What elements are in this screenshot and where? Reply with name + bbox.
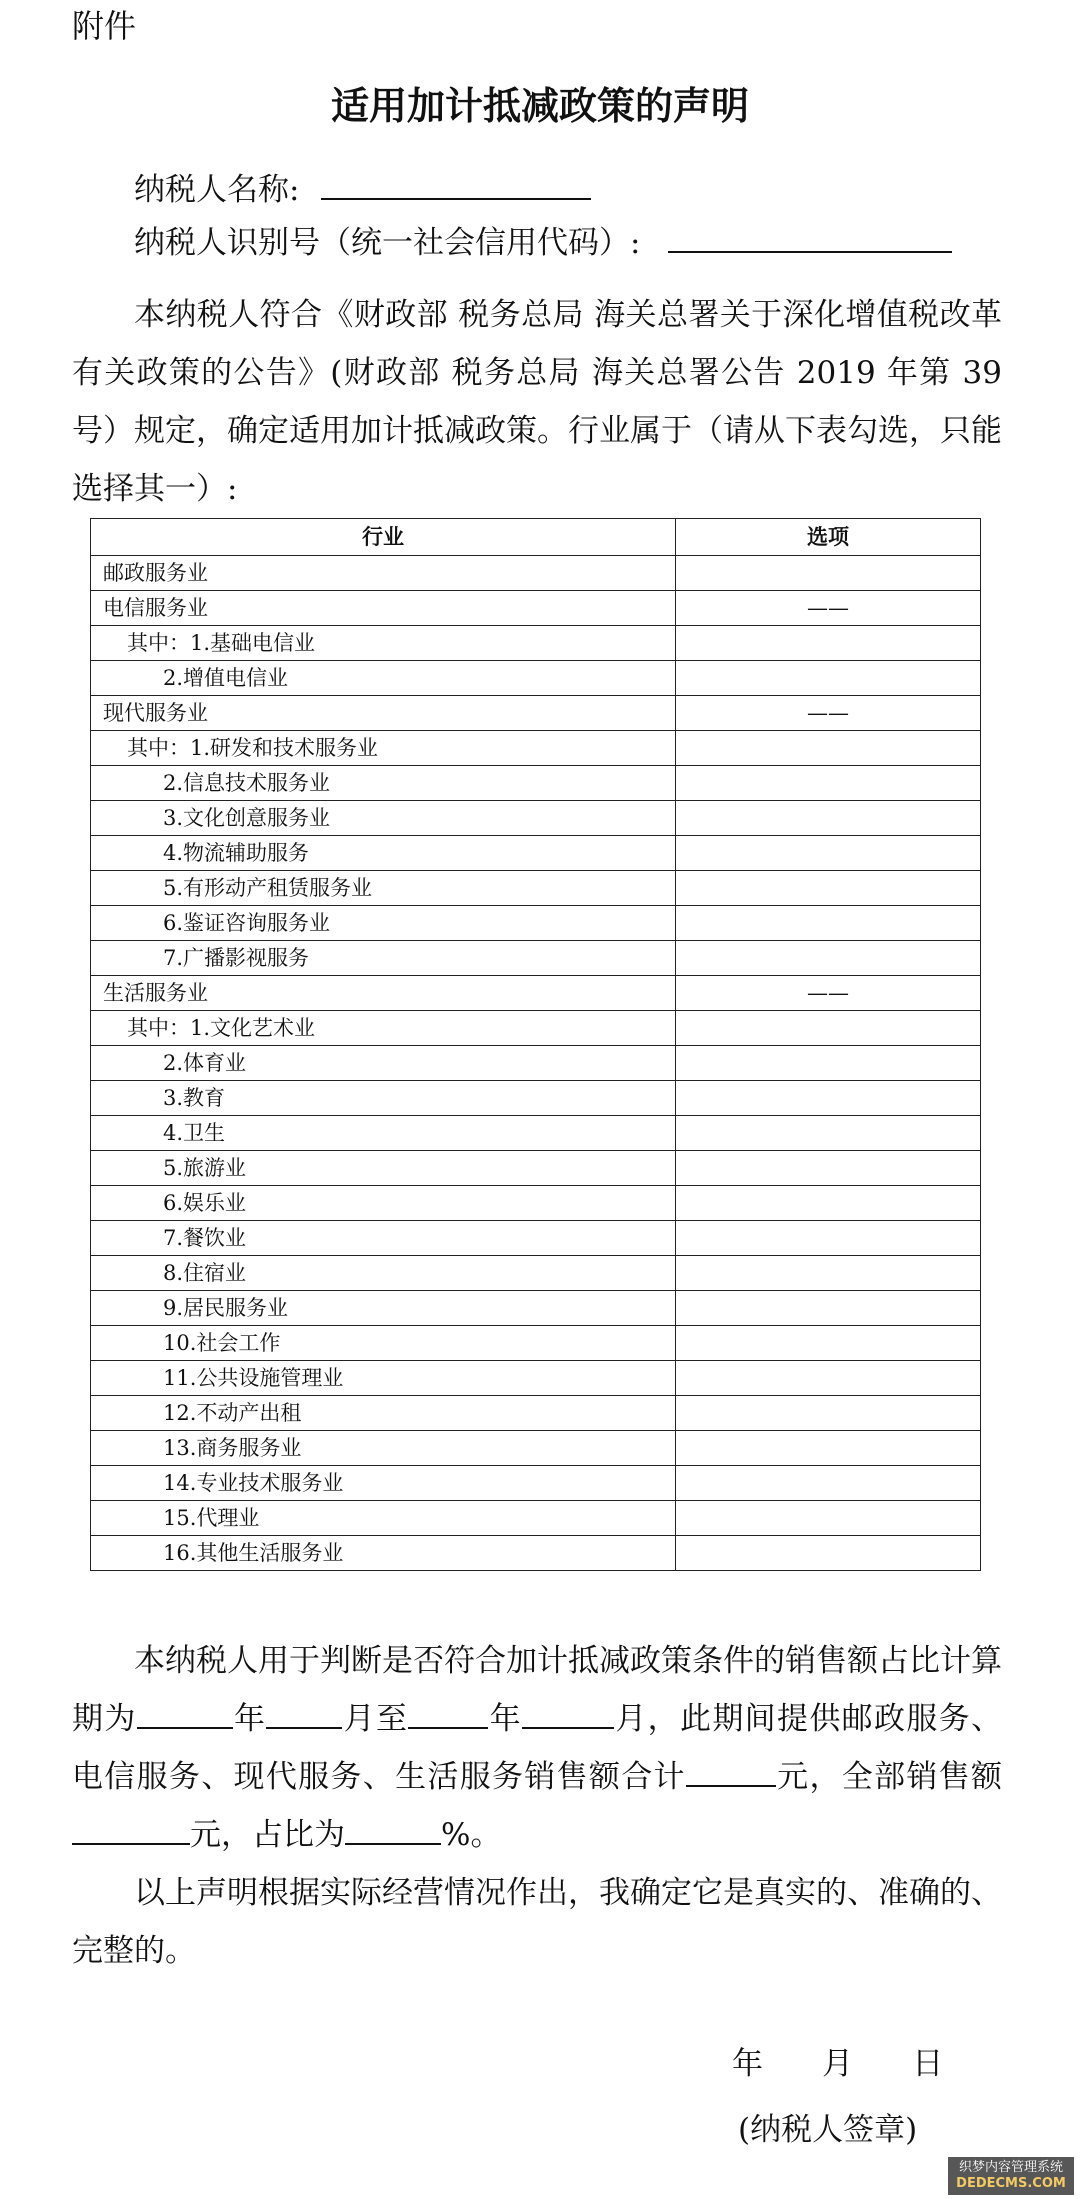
option-cell[interactable] bbox=[676, 1291, 981, 1326]
taxpayer-name-label: 纳税人名称: bbox=[134, 172, 300, 208]
industry-cell: 邮政服务业 bbox=[91, 556, 676, 591]
option-cell[interactable] bbox=[676, 1151, 981, 1186]
option-cell[interactable] bbox=[676, 1256, 981, 1291]
option-cell[interactable] bbox=[676, 1116, 981, 1151]
table-row bbox=[91, 1221, 981, 1256]
calc-year-2: 年 bbox=[488, 1701, 523, 1737]
industry-cell: 3.文化创意服务业 bbox=[91, 801, 676, 836]
industry-cell: 11.公共设施管理业 bbox=[91, 1361, 676, 1396]
table-row bbox=[91, 556, 981, 591]
industry-cell: 7.餐饮业 bbox=[91, 1221, 676, 1256]
calc-yuan-1: 元，全部销售额 bbox=[775, 1759, 1003, 1795]
all-sales-blank[interactable] bbox=[72, 1813, 190, 1845]
option-cell: —— bbox=[676, 976, 981, 1011]
start-month-blank[interactable] bbox=[266, 1697, 342, 1729]
header-industry: 行业 bbox=[91, 519, 676, 556]
calc-year-1: 年 bbox=[232, 1701, 267, 1737]
industry-cell: 2.信息技术服务业 bbox=[91, 766, 676, 801]
table-row bbox=[91, 591, 981, 626]
table-row bbox=[91, 1396, 981, 1431]
industry-cell: 2.增值电信业 bbox=[91, 661, 676, 696]
industry-cell: 3.教育 bbox=[91, 1081, 676, 1116]
option-cell[interactable] bbox=[676, 626, 981, 661]
option-cell[interactable] bbox=[676, 1221, 981, 1256]
table-row bbox=[91, 1256, 981, 1291]
option-cell[interactable] bbox=[676, 766, 981, 801]
document-title: 适用加计抵减政策的声明 bbox=[330, 83, 749, 128]
option-cell[interactable] bbox=[676, 871, 981, 906]
option-cell: —— bbox=[676, 696, 981, 731]
option-cell[interactable] bbox=[676, 661, 981, 696]
option-cell[interactable] bbox=[676, 1011, 981, 1046]
option-cell[interactable] bbox=[676, 1396, 981, 1431]
table-row bbox=[91, 1081, 981, 1116]
calc-text-1: 本纳税人用于判断是否符合加计抵减政策条件的销售额占比计算期为 bbox=[72, 1643, 1002, 1737]
table-row bbox=[91, 661, 981, 696]
industry-cell: 14.专业技术服务业 bbox=[91, 1466, 676, 1501]
end-month-blank[interactable] bbox=[522, 1697, 614, 1729]
table-row bbox=[91, 766, 981, 801]
industry-cell: 12.不动产出租 bbox=[91, 1396, 676, 1431]
industry-cell: 16.其他生活服务业 bbox=[91, 1536, 676, 1571]
option-cell[interactable] bbox=[676, 836, 981, 871]
industry-cell: 15.代理业 bbox=[91, 1501, 676, 1536]
table-header-row bbox=[91, 519, 981, 556]
table-body bbox=[91, 556, 981, 1571]
end-year-blank[interactable] bbox=[408, 1697, 488, 1729]
industry-cell: 电信服务业 bbox=[91, 591, 676, 626]
signature-date bbox=[732, 2042, 943, 2086]
table-row bbox=[91, 1116, 981, 1151]
intro-paragraph: 本纳税人符合《财政部 税务总局 海关总署关于深化增值税改革有关政策的公告》(财政部 税务总局 海关总署公告 2019 年第 39 号）规定，确定适用加计抵减政策。行业属于（请从下表勾选，只能选择其一）: bbox=[72, 297, 1002, 507]
industry-cell: 10.社会工作 bbox=[91, 1326, 676, 1361]
industry-cell: 其中：1.研发和技术服务业 bbox=[91, 731, 676, 766]
table-row bbox=[91, 836, 981, 871]
calculation-paragraph bbox=[72, 1632, 1002, 1864]
table-row bbox=[91, 906, 981, 941]
option-cell[interactable] bbox=[676, 556, 981, 591]
attachment-label: 附件 bbox=[72, 7, 137, 45]
industry-cell: 6.鉴证咨询服务业 bbox=[91, 906, 676, 941]
option-cell: —— bbox=[676, 591, 981, 626]
ratio-blank[interactable] bbox=[345, 1813, 441, 1845]
site-watermark bbox=[948, 2157, 1074, 2195]
taxpayer-name-blank[interactable] bbox=[321, 168, 591, 200]
option-cell[interactable] bbox=[676, 731, 981, 766]
industry-cell: 4.卫生 bbox=[91, 1116, 676, 1151]
taxpayer-seal-label: (纳税人签章) bbox=[738, 2112, 918, 2148]
date-month: 月 bbox=[822, 2046, 854, 2082]
option-cell[interactable] bbox=[676, 1186, 981, 1221]
sales-total-blank[interactable] bbox=[686, 1755, 776, 1787]
industry-cell: 6.娱乐业 bbox=[91, 1186, 676, 1221]
option-cell[interactable] bbox=[676, 1431, 981, 1466]
calc-month-to: 月至 bbox=[342, 1701, 409, 1737]
table-row bbox=[91, 941, 981, 976]
industry-cell: 其中：1.文化艺术业 bbox=[91, 1011, 676, 1046]
industry-cell: 其中：1.基础电信业 bbox=[91, 626, 676, 661]
header-option: 选项 bbox=[676, 519, 981, 556]
option-cell[interactable] bbox=[676, 941, 981, 976]
industry-cell: 8.住宿业 bbox=[91, 1256, 676, 1291]
option-cell[interactable] bbox=[676, 1046, 981, 1081]
calc-percent: %。 bbox=[441, 1817, 502, 1853]
industry-cell: 2.体育业 bbox=[91, 1046, 676, 1081]
taxpayer-id-label: 纳税人识别号（统一社会信用代码）: bbox=[134, 225, 641, 261]
industry-cell: 4.物流辅助服务 bbox=[91, 836, 676, 871]
option-cell[interactable] bbox=[676, 1466, 981, 1501]
calc-yuan-2: 元，占比为 bbox=[190, 1817, 345, 1853]
table-row bbox=[91, 1151, 981, 1186]
industry-cell: 9.居民服务业 bbox=[91, 1291, 676, 1326]
table-row bbox=[91, 1011, 981, 1046]
watermark-line-1: 织梦内容管理系统 bbox=[958, 2160, 1063, 2175]
watermark-line-2: DEDECMS.COM bbox=[956, 2176, 1066, 2191]
taxpayer-name-row bbox=[134, 168, 591, 212]
declaration-paragraph: 以上声明根据实际经营情况作出，我确定它是真实的、准确的、完整的。 bbox=[72, 1875, 1002, 1969]
table-row bbox=[91, 1536, 981, 1571]
industry-cell: 5.旅游业 bbox=[91, 1151, 676, 1186]
calc-text-2: 月，此期间提供邮政服务、电信服务、现代服务、生活服务销售额合计 bbox=[72, 1701, 1003, 1795]
table-row bbox=[91, 1326, 981, 1361]
industry-cell: 13.商务服务业 bbox=[91, 1431, 676, 1466]
table-row bbox=[91, 976, 981, 1011]
start-year-blank[interactable] bbox=[137, 1697, 233, 1729]
taxpayer-id-blank[interactable] bbox=[668, 221, 952, 253]
table-row bbox=[91, 626, 981, 661]
table-row bbox=[91, 1431, 981, 1466]
industry-table bbox=[90, 518, 981, 1571]
option-cell[interactable] bbox=[676, 1501, 981, 1536]
industry-cell: 5.有形动产租赁服务业 bbox=[91, 871, 676, 906]
option-cell[interactable] bbox=[676, 1536, 981, 1571]
table-row bbox=[91, 1046, 981, 1081]
date-year: 年 bbox=[732, 2046, 763, 2082]
table-row bbox=[91, 871, 981, 906]
option-cell[interactable] bbox=[676, 1361, 981, 1396]
option-cell[interactable] bbox=[676, 1081, 981, 1116]
industry-cell: 现代服务业 bbox=[91, 696, 676, 731]
option-cell[interactable] bbox=[676, 801, 981, 836]
table-row bbox=[91, 1361, 981, 1396]
date-day: 日 bbox=[912, 2046, 944, 2082]
option-cell[interactable] bbox=[676, 1326, 981, 1361]
table-row bbox=[91, 696, 981, 731]
option-cell[interactable] bbox=[676, 906, 981, 941]
table-row bbox=[91, 731, 981, 766]
industry-cell: 7.广播影视服务 bbox=[91, 941, 676, 976]
industry-cell: 生活服务业 bbox=[91, 976, 676, 1011]
table-row bbox=[91, 1466, 981, 1501]
table-row bbox=[91, 801, 981, 836]
table-row bbox=[91, 1501, 981, 1536]
table-row bbox=[91, 1291, 981, 1326]
taxpayer-id-row bbox=[134, 221, 952, 265]
table-row bbox=[91, 1186, 981, 1221]
